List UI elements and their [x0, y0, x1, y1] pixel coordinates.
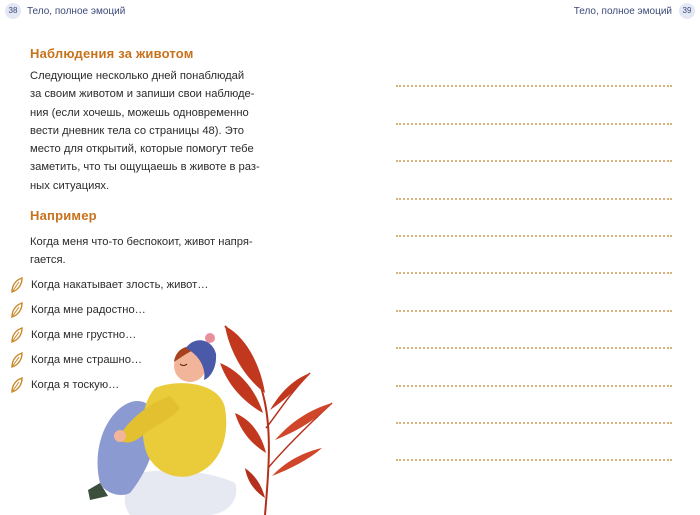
paragraph-line: ния (если хочешь, можешь одновременно: [30, 106, 249, 119]
paragraph-line: вести дневник тела со страницы 48). Это: [30, 124, 244, 137]
writing-line[interactable]: [396, 274, 672, 311]
list-item-text: Когда я тоскую…: [31, 378, 120, 391]
leaf-bullet-icon: [10, 277, 24, 293]
right-page-number: 39: [679, 3, 695, 19]
paragraph-line: Когда меня что-то беспокоит, живот напря-: [30, 236, 253, 248]
example-paragraph: [30, 233, 270, 270]
leaf-bullet-icon: [10, 327, 24, 343]
paragraph-line: место для открытий, которые помогут тебе: [30, 143, 254, 156]
writing-line[interactable]: [396, 349, 672, 386]
writing-line[interactable]: [396, 200, 672, 237]
left-running-title: Тело, полное эмоций: [27, 6, 126, 17]
list-item: [10, 272, 208, 297]
writing-line[interactable]: [396, 162, 672, 199]
right-running-title: Тело, полное эмоций: [573, 6, 672, 17]
paragraph-line: гается.: [30, 254, 66, 267]
paragraph-line: ных ситуациях.: [30, 179, 110, 192]
section-title-observation: Наблюдения за животом: [30, 46, 194, 61]
leaf-bullet-icon: [10, 302, 24, 318]
observation-paragraph: [30, 67, 270, 195]
writing-line[interactable]: [396, 237, 672, 274]
writing-line[interactable]: [396, 87, 672, 124]
leaf-bullet-icon: [10, 352, 24, 368]
writing-line[interactable]: [396, 125, 672, 162]
leaf-bullet-icon: [10, 377, 24, 393]
list-item-text: Когда мне страшно…: [31, 353, 143, 366]
paragraph-line: заметить, что ты ощущаешь в животе в раз-: [30, 161, 260, 174]
list-item-text: Когда мне грустно…: [31, 328, 137, 341]
section-title-example: Например: [30, 208, 97, 223]
writing-line[interactable]: [396, 312, 672, 349]
writing-line[interactable]: [396, 424, 672, 461]
paragraph-line: за своим животом и запиши свои наблюде-: [30, 88, 255, 101]
writing-line[interactable]: [396, 50, 672, 87]
writing-lines: [396, 50, 672, 461]
paragraph-line: Следующие несколько дней понаблюдай: [30, 70, 245, 82]
list-item-text: Когда мне радостно…: [31, 303, 146, 316]
list-item-text: Когда накатывает злость, живот…: [31, 278, 209, 291]
left-page-number: 38: [5, 3, 21, 19]
child-with-branch-illustration: [60, 318, 350, 515]
writing-line[interactable]: [396, 387, 672, 424]
